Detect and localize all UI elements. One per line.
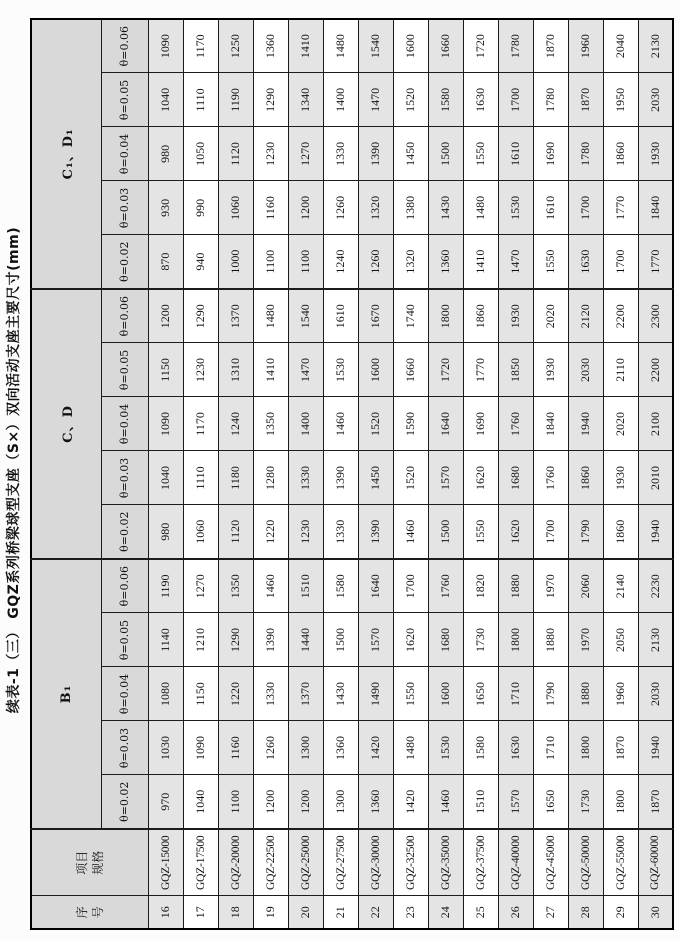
value-cell-cd-theta4: 1480 — [253, 289, 288, 343]
theta-header: θ=0.06 — [101, 289, 148, 343]
value-cell-b1-theta3: 2050 — [603, 613, 638, 667]
value-cell-c1d1-theta3: 1400 — [323, 73, 358, 127]
serial-cell: 21 — [323, 896, 358, 929]
value-cell-cd-theta4: 1540 — [288, 289, 323, 343]
value-cell-b1-theta0: 1510 — [463, 775, 498, 829]
table-row — [393, 19, 428, 929]
value-cell-cd-theta1: 1280 — [253, 451, 288, 505]
value-cell-b1-theta2: 1960 — [603, 667, 638, 721]
theta-header: θ=0.02 — [101, 235, 148, 289]
value-cell-cd-theta1: 1110 — [183, 451, 218, 505]
value-cell-b1-theta2: 1330 — [253, 667, 288, 721]
value-cell-cd-theta2: 1090 — [148, 397, 183, 451]
value-cell-cd-theta4: 2120 — [568, 289, 603, 343]
value-cell-b1-theta0: 1360 — [358, 775, 393, 829]
value-cell-cd-theta4: 1290 — [183, 289, 218, 343]
value-cell-b1-theta0: 1420 — [393, 775, 428, 829]
theta-header: θ=0.03 — [101, 721, 148, 775]
value-cell-c1d1-theta2: 980 — [148, 127, 183, 181]
value-cell-c1d1-theta2: 1230 — [253, 127, 288, 181]
value-cell-b1-theta4: 1760 — [428, 559, 463, 613]
value-cell-b1-theta0: 1200 — [253, 775, 288, 829]
value-cell-b1-theta1: 1420 — [358, 721, 393, 775]
value-cell-cd-theta3: 1150 — [148, 343, 183, 397]
value-cell-cd-theta3: 1310 — [218, 343, 253, 397]
value-cell-cd-theta3: 2110 — [603, 343, 638, 397]
value-cell-b1-theta3: 1620 — [393, 613, 428, 667]
spec-cell: GQZ-35000 — [428, 829, 463, 896]
value-cell-b1-theta0: 1870 — [638, 775, 673, 829]
table-title: 续表-1（三） GQZ系列桥梁球型支座（S×）双向活动支座主要尺寸(mm) — [6, 226, 22, 714]
serial-cell: 26 — [498, 896, 533, 929]
spec-cell: GQZ-22500 — [253, 829, 288, 896]
value-cell-cd-theta4: 1200 — [148, 289, 183, 343]
table-row — [638, 19, 673, 929]
value-cell-c1d1-theta2: 1270 — [288, 127, 323, 181]
value-cell-cd-theta4: 2020 — [533, 289, 568, 343]
value-cell-b1-theta0: 1730 — [568, 775, 603, 829]
value-cell-b1-theta3: 1290 — [218, 613, 253, 667]
value-cell-b1-theta2: 1430 — [323, 667, 358, 721]
value-cell-b1-theta0: 1570 — [498, 775, 533, 829]
value-cell-c1d1-theta2: 1690 — [533, 127, 568, 181]
value-cell-b1-theta0: 1650 — [533, 775, 568, 829]
value-cell-c1d1-theta0: 1100 — [253, 235, 288, 289]
value-cell-b1-theta2: 1150 — [183, 667, 218, 721]
value-cell-c1d1-theta3: 1950 — [603, 73, 638, 127]
spec-cell: GQZ-40000 — [498, 829, 533, 896]
value-cell-b1-theta4: 1880 — [498, 559, 533, 613]
value-cell-c1d1-theta3: 1470 — [358, 73, 393, 127]
value-cell-b1-theta2: 1790 — [533, 667, 568, 721]
value-cell-b1-theta0: 1200 — [288, 775, 323, 829]
value-cell-b1-theta4: 1270 — [183, 559, 218, 613]
value-cell-c1d1-theta4: 1480 — [323, 19, 358, 73]
table-body — [148, 19, 673, 929]
value-cell-cd-theta0: 1860 — [603, 505, 638, 559]
value-cell-c1d1-theta1: 1700 — [568, 181, 603, 235]
value-cell-b1-theta2: 1220 — [218, 667, 253, 721]
value-cell-c1d1-theta1: 990 — [183, 181, 218, 235]
table-row — [568, 19, 603, 929]
value-cell-cd-theta3: 1720 — [428, 343, 463, 397]
value-cell-cd-theta2: 2020 — [603, 397, 638, 451]
value-cell-c1d1-theta0: 1550 — [533, 235, 568, 289]
value-cell-c1d1-theta1: 1320 — [358, 181, 393, 235]
value-cell-b1-theta4: 2230 — [638, 559, 673, 613]
spec-cell: GQZ-60000 — [638, 829, 673, 896]
value-cell-b1-theta4: 1700 — [393, 559, 428, 613]
value-cell-cd-theta1: 1860 — [568, 451, 603, 505]
value-cell-cd-theta2: 1690 — [463, 397, 498, 451]
value-cell-cd-theta2: 1590 — [393, 397, 428, 451]
value-cell-cd-theta1: 1930 — [603, 451, 638, 505]
value-cell-cd-theta0: 1060 — [183, 505, 218, 559]
value-cell-b1-theta4: 1640 — [358, 559, 393, 613]
header-group-cd: C、D — [31, 289, 101, 559]
value-cell-cd-theta1: 1680 — [498, 451, 533, 505]
value-cell-b1-theta3: 1210 — [183, 613, 218, 667]
value-cell-cd-theta1: 1450 — [358, 451, 393, 505]
value-cell-b1-theta2: 1880 — [568, 667, 603, 721]
group-header-row — [31, 19, 101, 929]
value-cell-b1-theta3: 1440 — [288, 613, 323, 667]
value-cell-cd-theta4: 1740 — [393, 289, 428, 343]
table-row — [533, 19, 568, 929]
spec-cell: GQZ-17500 — [183, 829, 218, 896]
value-cell-c1d1-theta3: 1780 — [533, 73, 568, 127]
value-cell-b1-theta3: 1880 — [533, 613, 568, 667]
value-cell-c1d1-theta4: 2040 — [603, 19, 638, 73]
value-cell-c1d1-theta3: 1580 — [428, 73, 463, 127]
value-cell-c1d1-theta3: 1870 — [568, 73, 603, 127]
value-cell-b1-theta4: 2060 — [568, 559, 603, 613]
header-group-b1: B₁ — [31, 559, 101, 829]
value-cell-c1d1-theta1: 1380 — [393, 181, 428, 235]
value-cell-c1d1-theta3: 1340 — [288, 73, 323, 127]
value-cell-cd-theta1: 2010 — [638, 451, 673, 505]
value-cell-c1d1-theta4: 1410 — [288, 19, 323, 73]
theta-header: θ=0.02 — [101, 775, 148, 829]
value-cell-b1-theta2: 1490 — [358, 667, 393, 721]
serial-cell: 22 — [358, 896, 393, 929]
value-cell-cd-theta1: 1040 — [148, 451, 183, 505]
value-cell-cd-theta3: 2200 — [638, 343, 673, 397]
value-cell-c1d1-theta4: 1660 — [428, 19, 463, 73]
spec-cell: GQZ-45000 — [533, 829, 568, 896]
theta-header: θ=0.04 — [101, 127, 148, 181]
value-cell-cd-theta2: 1940 — [568, 397, 603, 451]
spec-cell: GQZ-50000 — [568, 829, 603, 896]
gqz-dimensions-table — [30, 18, 674, 930]
value-cell-cd-theta2: 1400 — [288, 397, 323, 451]
value-cell-cd-theta4: 1610 — [323, 289, 358, 343]
value-cell-b1-theta1: 1940 — [638, 721, 673, 775]
value-cell-cd-theta0: 1550 — [463, 505, 498, 559]
value-cell-c1d1-theta3: 1190 — [218, 73, 253, 127]
serial-cell: 18 — [218, 896, 253, 929]
value-cell-b1-theta3: 1390 — [253, 613, 288, 667]
value-cell-cd-theta0: 1460 — [393, 505, 428, 559]
value-cell-cd-theta2: 2100 — [638, 397, 673, 451]
value-cell-cd-theta1: 1760 — [533, 451, 568, 505]
value-cell-c1d1-theta4: 1720 — [463, 19, 498, 73]
value-cell-c1d1-theta1: 1160 — [253, 181, 288, 235]
header-serial-label: 序号 — [74, 906, 105, 919]
spec-cell: GQZ-25000 — [288, 829, 323, 896]
serial-cell: 29 — [603, 896, 638, 929]
value-cell-b1-theta1: 1360 — [323, 721, 358, 775]
value-cell-b1-theta2: 1710 — [498, 667, 533, 721]
serial-cell: 24 — [428, 896, 463, 929]
value-cell-cd-theta3: 1410 — [253, 343, 288, 397]
value-cell-c1d1-theta0: 1410 — [463, 235, 498, 289]
value-cell-b1-theta3: 1140 — [148, 613, 183, 667]
value-cell-c1d1-theta0: 1360 — [428, 235, 463, 289]
value-cell-c1d1-theta1: 930 — [148, 181, 183, 235]
value-cell-c1d1-theta0: 940 — [183, 235, 218, 289]
value-cell-c1d1-theta1: 1480 — [463, 181, 498, 235]
serial-cell: 17 — [183, 896, 218, 929]
value-cell-cd-theta1: 1620 — [463, 451, 498, 505]
value-cell-b1-theta1: 1480 — [393, 721, 428, 775]
value-cell-cd-theta0: 1620 — [498, 505, 533, 559]
serial-cell: 20 — [288, 896, 323, 929]
value-cell-b1-theta1: 1300 — [288, 721, 323, 775]
value-cell-cd-theta3: 1770 — [463, 343, 498, 397]
value-cell-b1-theta2: 1370 — [288, 667, 323, 721]
value-cell-c1d1-theta2: 1780 — [568, 127, 603, 181]
table-row — [358, 19, 393, 929]
value-cell-cd-theta4: 1370 — [218, 289, 253, 343]
header-spec — [31, 829, 148, 896]
value-cell-b1-theta4: 1970 — [533, 559, 568, 613]
value-cell-c1d1-theta2: 1050 — [183, 127, 218, 181]
value-cell-c1d1-theta3: 1290 — [253, 73, 288, 127]
theta-header: θ=0.05 — [101, 73, 148, 127]
value-cell-cd-theta4: 1670 — [358, 289, 393, 343]
value-cell-c1d1-theta0: 1700 — [603, 235, 638, 289]
value-cell-c1d1-theta1: 1840 — [638, 181, 673, 235]
value-cell-c1d1-theta4: 1090 — [148, 19, 183, 73]
serial-cell: 19 — [253, 896, 288, 929]
value-cell-c1d1-theta1: 1060 — [218, 181, 253, 235]
table-row — [498, 19, 533, 929]
theta-header: θ=0.04 — [101, 397, 148, 451]
spec-cell: GQZ-15000 — [148, 829, 183, 896]
value-cell-b1-theta1: 1630 — [498, 721, 533, 775]
table-row — [603, 19, 638, 929]
value-cell-c1d1-theta1: 1770 — [603, 181, 638, 235]
value-cell-c1d1-theta4: 2130 — [638, 19, 673, 73]
theta-header: θ=0.05 — [101, 343, 148, 397]
value-cell-c1d1-theta3: 1630 — [463, 73, 498, 127]
header-spec-label: 项目规格 — [74, 850, 105, 875]
value-cell-b1-theta4: 1580 — [323, 559, 358, 613]
value-cell-c1d1-theta2: 1930 — [638, 127, 673, 181]
value-cell-c1d1-theta3: 1110 — [183, 73, 218, 127]
value-cell-c1d1-theta2: 1610 — [498, 127, 533, 181]
value-cell-cd-theta3: 1600 — [358, 343, 393, 397]
value-cell-b1-theta1: 1030 — [148, 721, 183, 775]
value-cell-cd-theta0: 1120 — [218, 505, 253, 559]
value-cell-cd-theta1: 1520 — [393, 451, 428, 505]
value-cell-cd-theta1: 1570 — [428, 451, 463, 505]
value-cell-cd-theta0: 1330 — [323, 505, 358, 559]
value-cell-cd-theta2: 1840 — [533, 397, 568, 451]
theta-header: θ=0.04 — [101, 667, 148, 721]
value-cell-b1-theta4: 1820 — [463, 559, 498, 613]
value-cell-cd-theta3: 2030 — [568, 343, 603, 397]
value-cell-cd-theta4: 2300 — [638, 289, 673, 343]
value-cell-b1-theta3: 1730 — [463, 613, 498, 667]
value-cell-cd-theta4: 2200 — [603, 289, 638, 343]
value-cell-c1d1-theta0: 1320 — [393, 235, 428, 289]
value-cell-c1d1-theta4: 1250 — [218, 19, 253, 73]
value-cell-c1d1-theta2: 1860 — [603, 127, 638, 181]
value-cell-b1-theta2: 2030 — [638, 667, 673, 721]
value-cell-cd-theta0: 1700 — [533, 505, 568, 559]
value-cell-c1d1-theta1: 1260 — [323, 181, 358, 235]
value-cell-b1-theta2: 1600 — [428, 667, 463, 721]
value-cell-b1-theta3: 1800 — [498, 613, 533, 667]
value-cell-b1-theta1: 1710 — [533, 721, 568, 775]
value-cell-cd-theta3: 1660 — [393, 343, 428, 397]
value-cell-b1-theta4: 1510 — [288, 559, 323, 613]
spec-cell: GQZ-20000 — [218, 829, 253, 896]
value-cell-cd-theta4: 1930 — [498, 289, 533, 343]
header-group-c1d1: C₁、D₁ — [31, 19, 101, 289]
value-cell-cd-theta3: 1850 — [498, 343, 533, 397]
table-row — [253, 19, 288, 929]
value-cell-c1d1-theta2: 1120 — [218, 127, 253, 181]
theta-header: θ=0.06 — [101, 559, 148, 613]
value-cell-b1-theta4: 1460 — [253, 559, 288, 613]
value-cell-cd-theta2: 1350 — [253, 397, 288, 451]
value-cell-b1-theta4: 1190 — [148, 559, 183, 613]
value-cell-cd-theta0: 1230 — [288, 505, 323, 559]
value-cell-cd-theta0: 980 — [148, 505, 183, 559]
value-cell-b1-theta1: 1160 — [218, 721, 253, 775]
value-cell-c1d1-theta2: 1390 — [358, 127, 393, 181]
value-cell-c1d1-theta4: 1360 — [253, 19, 288, 73]
serial-cell: 30 — [638, 896, 673, 929]
value-cell-b1-theta2: 1080 — [148, 667, 183, 721]
value-cell-b1-theta2: 1650 — [463, 667, 498, 721]
value-cell-b1-theta3: 1970 — [568, 613, 603, 667]
value-cell-b1-theta3: 2130 — [638, 613, 673, 667]
value-cell-cd-theta3: 1470 — [288, 343, 323, 397]
value-cell-cd-theta2: 1170 — [183, 397, 218, 451]
value-cell-c1d1-theta4: 1170 — [183, 19, 218, 73]
value-cell-cd-theta4: 1800 — [428, 289, 463, 343]
value-cell-c1d1-theta0: 1260 — [358, 235, 393, 289]
spec-cell: GQZ-37500 — [463, 829, 498, 896]
value-cell-c1d1-theta4: 1540 — [358, 19, 393, 73]
value-cell-cd-theta2: 1640 — [428, 397, 463, 451]
value-cell-b1-theta0: 1040 — [183, 775, 218, 829]
value-cell-c1d1-theta4: 1870 — [533, 19, 568, 73]
value-cell-cd-theta2: 1460 — [323, 397, 358, 451]
value-cell-cd-theta3: 1930 — [533, 343, 568, 397]
value-cell-b1-theta1: 1090 — [183, 721, 218, 775]
value-cell-cd-theta4: 1860 — [463, 289, 498, 343]
value-cell-c1d1-theta3: 2030 — [638, 73, 673, 127]
value-cell-b1-theta3: 1570 — [358, 613, 393, 667]
value-cell-c1d1-theta2: 1450 — [393, 127, 428, 181]
value-cell-cd-theta1: 1330 — [288, 451, 323, 505]
value-cell-c1d1-theta2: 1500 — [428, 127, 463, 181]
table-row — [323, 19, 358, 929]
value-cell-cd-theta0: 1220 — [253, 505, 288, 559]
value-cell-c1d1-theta2: 1330 — [323, 127, 358, 181]
spec-cell: GQZ-32500 — [393, 829, 428, 896]
spec-cell: GQZ-55000 — [603, 829, 638, 896]
table-row — [463, 19, 498, 929]
value-cell-c1d1-theta1: 1430 — [428, 181, 463, 235]
value-cell-c1d1-theta2: 1550 — [463, 127, 498, 181]
value-cell-b1-theta1: 1870 — [603, 721, 638, 775]
value-cell-cd-theta0: 1390 — [358, 505, 393, 559]
serial-cell: 28 — [568, 896, 603, 929]
value-cell-b1-theta1: 1580 — [463, 721, 498, 775]
table-row — [428, 19, 463, 929]
value-cell-b1-theta1: 1800 — [568, 721, 603, 775]
value-cell-c1d1-theta0: 1240 — [323, 235, 358, 289]
value-cell-c1d1-theta4: 1600 — [393, 19, 428, 73]
table-row — [148, 19, 183, 929]
value-cell-c1d1-theta0: 870 — [148, 235, 183, 289]
value-cell-b1-theta0: 1300 — [323, 775, 358, 829]
value-cell-c1d1-theta1: 1530 — [498, 181, 533, 235]
value-cell-b1-theta2: 1550 — [393, 667, 428, 721]
value-cell-b1-theta1: 1530 — [428, 721, 463, 775]
value-cell-b1-theta0: 970 — [148, 775, 183, 829]
value-cell-cd-theta0: 1940 — [638, 505, 673, 559]
value-cell-c1d1-theta0: 1770 — [638, 235, 673, 289]
value-cell-b1-theta1: 1260 — [253, 721, 288, 775]
value-cell-c1d1-theta3: 1040 — [148, 73, 183, 127]
value-cell-c1d1-theta4: 1780 — [498, 19, 533, 73]
value-cell-cd-theta1: 1180 — [218, 451, 253, 505]
value-cell-b1-theta0: 1460 — [428, 775, 463, 829]
serial-cell: 23 — [393, 896, 428, 929]
value-cell-cd-theta2: 1520 — [358, 397, 393, 451]
table-row — [218, 19, 253, 929]
value-cell-cd-theta0: 1790 — [568, 505, 603, 559]
value-cell-b1-theta0: 1800 — [603, 775, 638, 829]
serial-cell: 16 — [148, 896, 183, 929]
serial-cell: 25 — [463, 896, 498, 929]
spec-cell: GQZ-30000 — [358, 829, 393, 896]
value-cell-c1d1-theta0: 1630 — [568, 235, 603, 289]
theta-header: θ=0.03 — [101, 451, 148, 505]
value-cell-cd-theta3: 1230 — [183, 343, 218, 397]
spec-cell: GQZ-27500 — [323, 829, 358, 896]
value-cell-b1-theta3: 1680 — [428, 613, 463, 667]
value-cell-c1d1-theta1: 1200 — [288, 181, 323, 235]
value-cell-b1-theta4: 2140 — [603, 559, 638, 613]
value-cell-c1d1-theta1: 1610 — [533, 181, 568, 235]
value-cell-b1-theta4: 1350 — [218, 559, 253, 613]
value-cell-b1-theta3: 1500 — [323, 613, 358, 667]
serial-cell: 27 — [533, 896, 568, 929]
value-cell-cd-theta1: 1390 — [323, 451, 358, 505]
header-serial — [31, 896, 148, 929]
table-row — [288, 19, 323, 929]
table-row — [183, 19, 218, 929]
theta-header: θ=0.03 — [101, 181, 148, 235]
theta-header-row — [101, 19, 148, 929]
theta-header: θ=0.02 — [101, 505, 148, 559]
value-cell-c1d1-theta3: 1520 — [393, 73, 428, 127]
value-cell-c1d1-theta3: 1700 — [498, 73, 533, 127]
value-cell-cd-theta2: 1240 — [218, 397, 253, 451]
value-cell-c1d1-theta0: 1100 — [288, 235, 323, 289]
value-cell-c1d1-theta0: 1470 — [498, 235, 533, 289]
value-cell-c1d1-theta4: 1960 — [568, 19, 603, 73]
theta-header: θ=0.05 — [101, 613, 148, 667]
value-cell-cd-theta2: 1760 — [498, 397, 533, 451]
value-cell-cd-theta0: 1500 — [428, 505, 463, 559]
value-cell-b1-theta0: 1100 — [218, 775, 253, 829]
value-cell-cd-theta3: 1530 — [323, 343, 358, 397]
value-cell-c1d1-theta0: 1000 — [218, 235, 253, 289]
theta-header: θ=0.06 — [101, 19, 148, 73]
